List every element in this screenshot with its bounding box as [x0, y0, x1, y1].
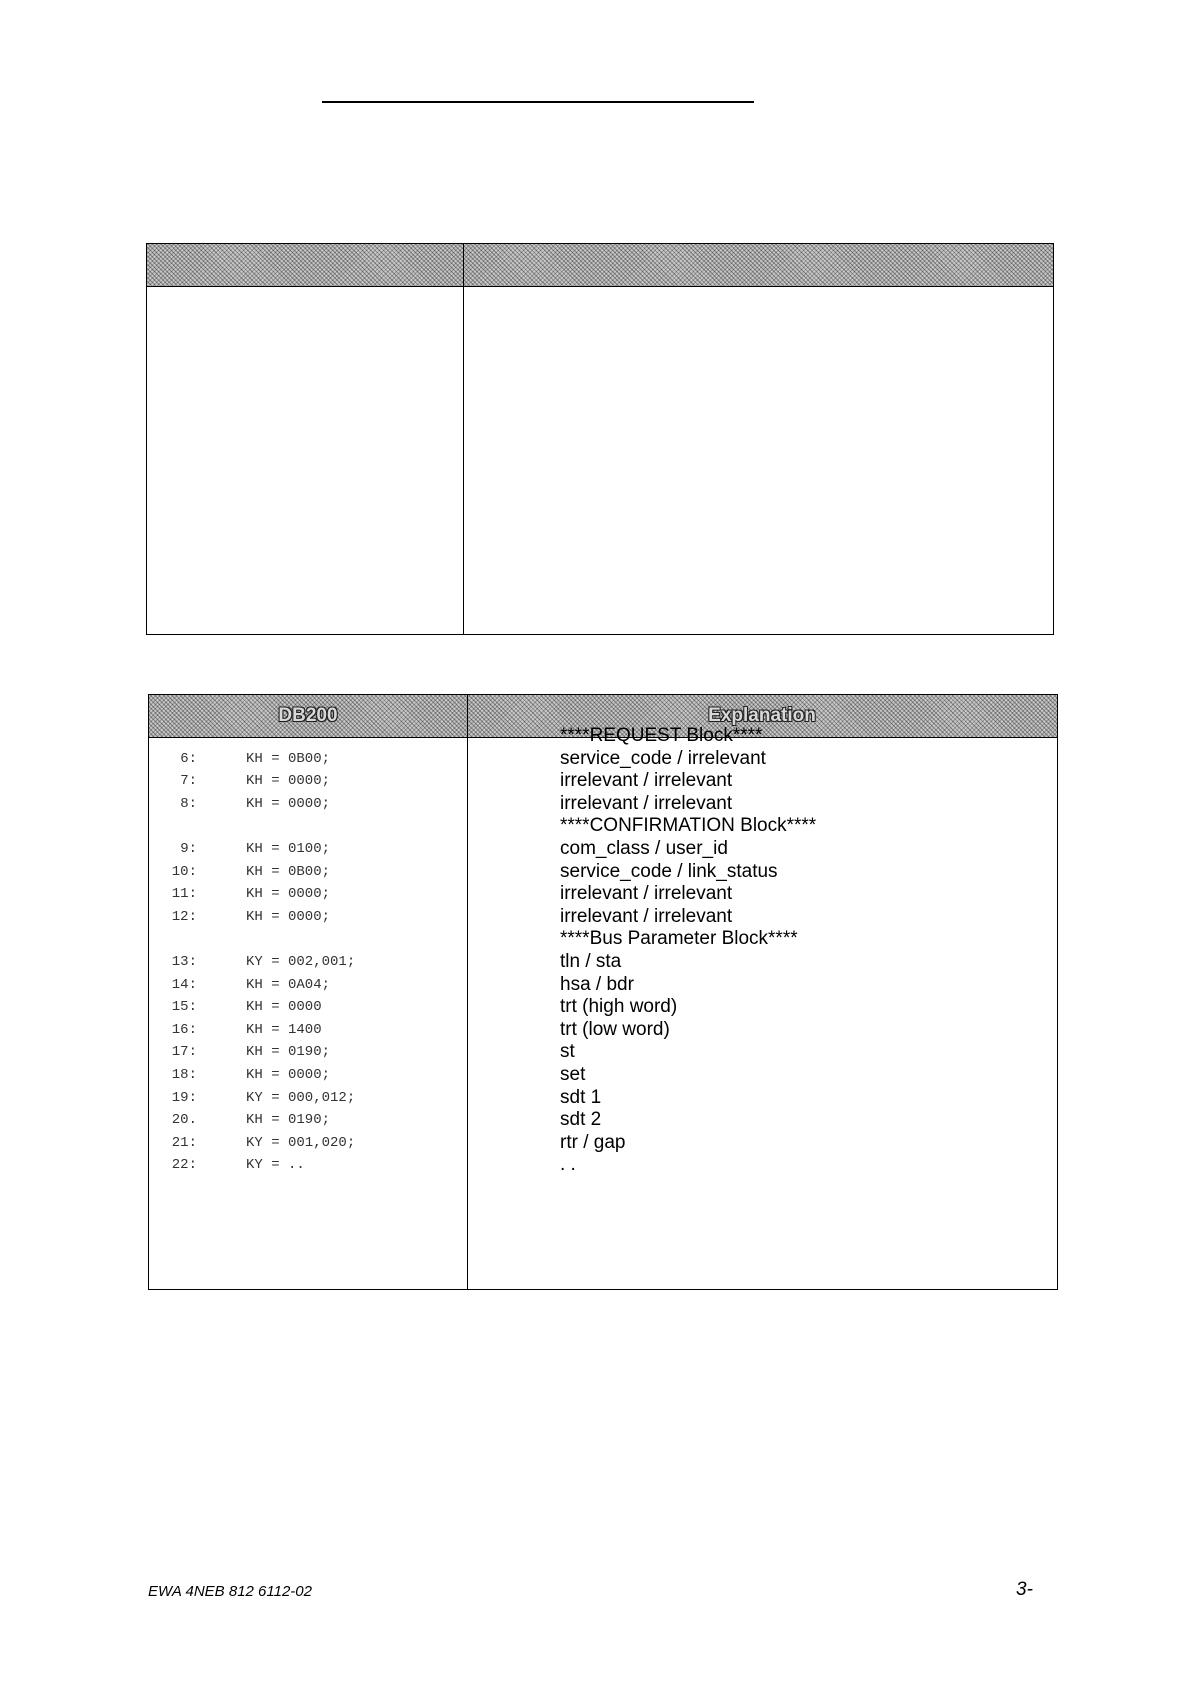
empty-table-divider	[463, 244, 464, 634]
explanation-text: . .	[560, 1154, 576, 1175]
table-row	[149, 1063, 467, 1087]
line-number: 8:	[180, 796, 197, 812]
explanation-text: irrelevant / irrelevant	[560, 883, 733, 904]
table-row	[149, 995, 467, 1019]
table-row	[149, 769, 467, 793]
code-statement: KH = 0000;	[246, 796, 331, 812]
explanation-text: st	[560, 1041, 575, 1062]
explanation-text: service_code / irrelevant	[560, 748, 766, 769]
db200-table	[148, 694, 1058, 1290]
table-row	[149, 950, 467, 974]
line-number: 21:	[171, 1135, 197, 1151]
table-row	[149, 1131, 467, 1155]
code-statement: KH = 0000;	[246, 886, 331, 902]
code-statement: KH = 0190;	[246, 1044, 331, 1060]
line-number: 7:	[180, 773, 197, 789]
code-statement: KY = 001,020;	[246, 1135, 356, 1151]
line-number: 14:	[171, 977, 197, 993]
empty-table-header	[147, 244, 1053, 287]
explanation-text: irrelevant / irrelevant	[560, 906, 733, 927]
line-number: 18:	[171, 1067, 197, 1083]
line-number: 22:	[171, 1157, 197, 1173]
line-number: 19:	[171, 1090, 197, 1106]
table-row	[149, 905, 467, 929]
explanation-text: ****REQUEST Block****	[560, 725, 763, 746]
line-number: 16:	[171, 1022, 197, 1038]
table-row	[149, 1108, 467, 1132]
title-underline	[322, 101, 754, 103]
line-number: 20.	[171, 1112, 197, 1128]
code-statement: KH = 0000;	[246, 909, 331, 925]
table-row	[149, 1040, 467, 1064]
code-statement: KY = ..	[246, 1157, 305, 1173]
explanation-text: set	[560, 1064, 586, 1085]
document-id: EWA 4NEB 812 6112-02	[148, 1583, 312, 1600]
table-row	[149, 1086, 467, 1110]
line-number: 12:	[171, 909, 197, 925]
explanation-text: irrelevant / irrelevant	[560, 770, 733, 791]
explanation-text: hsa / bdr	[560, 974, 634, 995]
line-number: 17:	[171, 1044, 197, 1060]
explanation-text: irrelevant / irrelevant	[560, 793, 733, 814]
db200-column-header: DB200	[278, 705, 338, 726]
code-statement: KH = 0100;	[246, 841, 331, 857]
explanation-text: rtr / gap	[560, 1132, 626, 1153]
table-row	[149, 724, 467, 748]
explanation-text: service_code / link_status	[560, 861, 778, 882]
code-statement: KH = 0000;	[246, 1067, 331, 1083]
explanation-text: ****CONFIRMATION Block****	[560, 815, 817, 836]
table-row	[149, 973, 467, 997]
code-statement: KH = 0B00;	[246, 864, 331, 880]
line-number: 9:	[180, 841, 197, 857]
code-statement: KY = 000,012;	[246, 1090, 356, 1106]
line-number: 15:	[171, 999, 197, 1015]
explanation-text: tln / sta	[560, 951, 622, 972]
db200-table-divider	[467, 695, 468, 1289]
code-statement: KH = 0190;	[246, 1112, 331, 1128]
line-number: 6:	[180, 751, 197, 767]
code-statement: KH = 0B00;	[246, 751, 331, 767]
explanation-text: sdt 2	[560, 1109, 602, 1130]
code-statement: KH = 1400	[246, 1022, 322, 1038]
explanation-text: ****Bus Parameter Block****	[560, 928, 798, 949]
table-row	[149, 814, 467, 838]
table-row	[149, 1153, 467, 1177]
empty-table	[146, 243, 1054, 635]
explanation-text: trt (low word)	[560, 1019, 670, 1040]
line-number: 10:	[171, 864, 197, 880]
table-row	[149, 792, 467, 816]
table-row	[149, 927, 467, 951]
page-number: 3-	[1016, 1579, 1033, 1600]
table-row	[149, 1018, 467, 1042]
code-statement: KH = 0000	[246, 999, 322, 1015]
table-row	[149, 747, 467, 771]
explanation-text: com_class / user_id	[560, 838, 728, 859]
code-statement: KH = 0000;	[246, 773, 331, 789]
explanation-column-header: Explanation	[708, 705, 816, 726]
line-number: 13:	[171, 954, 197, 970]
code-statement: KH = 0A04;	[246, 977, 331, 993]
explanation-text: sdt 1	[560, 1087, 602, 1108]
code-statement: KY = 002,001;	[246, 954, 356, 970]
line-number: 11:	[171, 886, 197, 902]
explanation-text: trt (high word)	[560, 996, 678, 1017]
table-row	[149, 882, 467, 906]
table-row	[149, 860, 467, 884]
table-row	[149, 837, 467, 861]
